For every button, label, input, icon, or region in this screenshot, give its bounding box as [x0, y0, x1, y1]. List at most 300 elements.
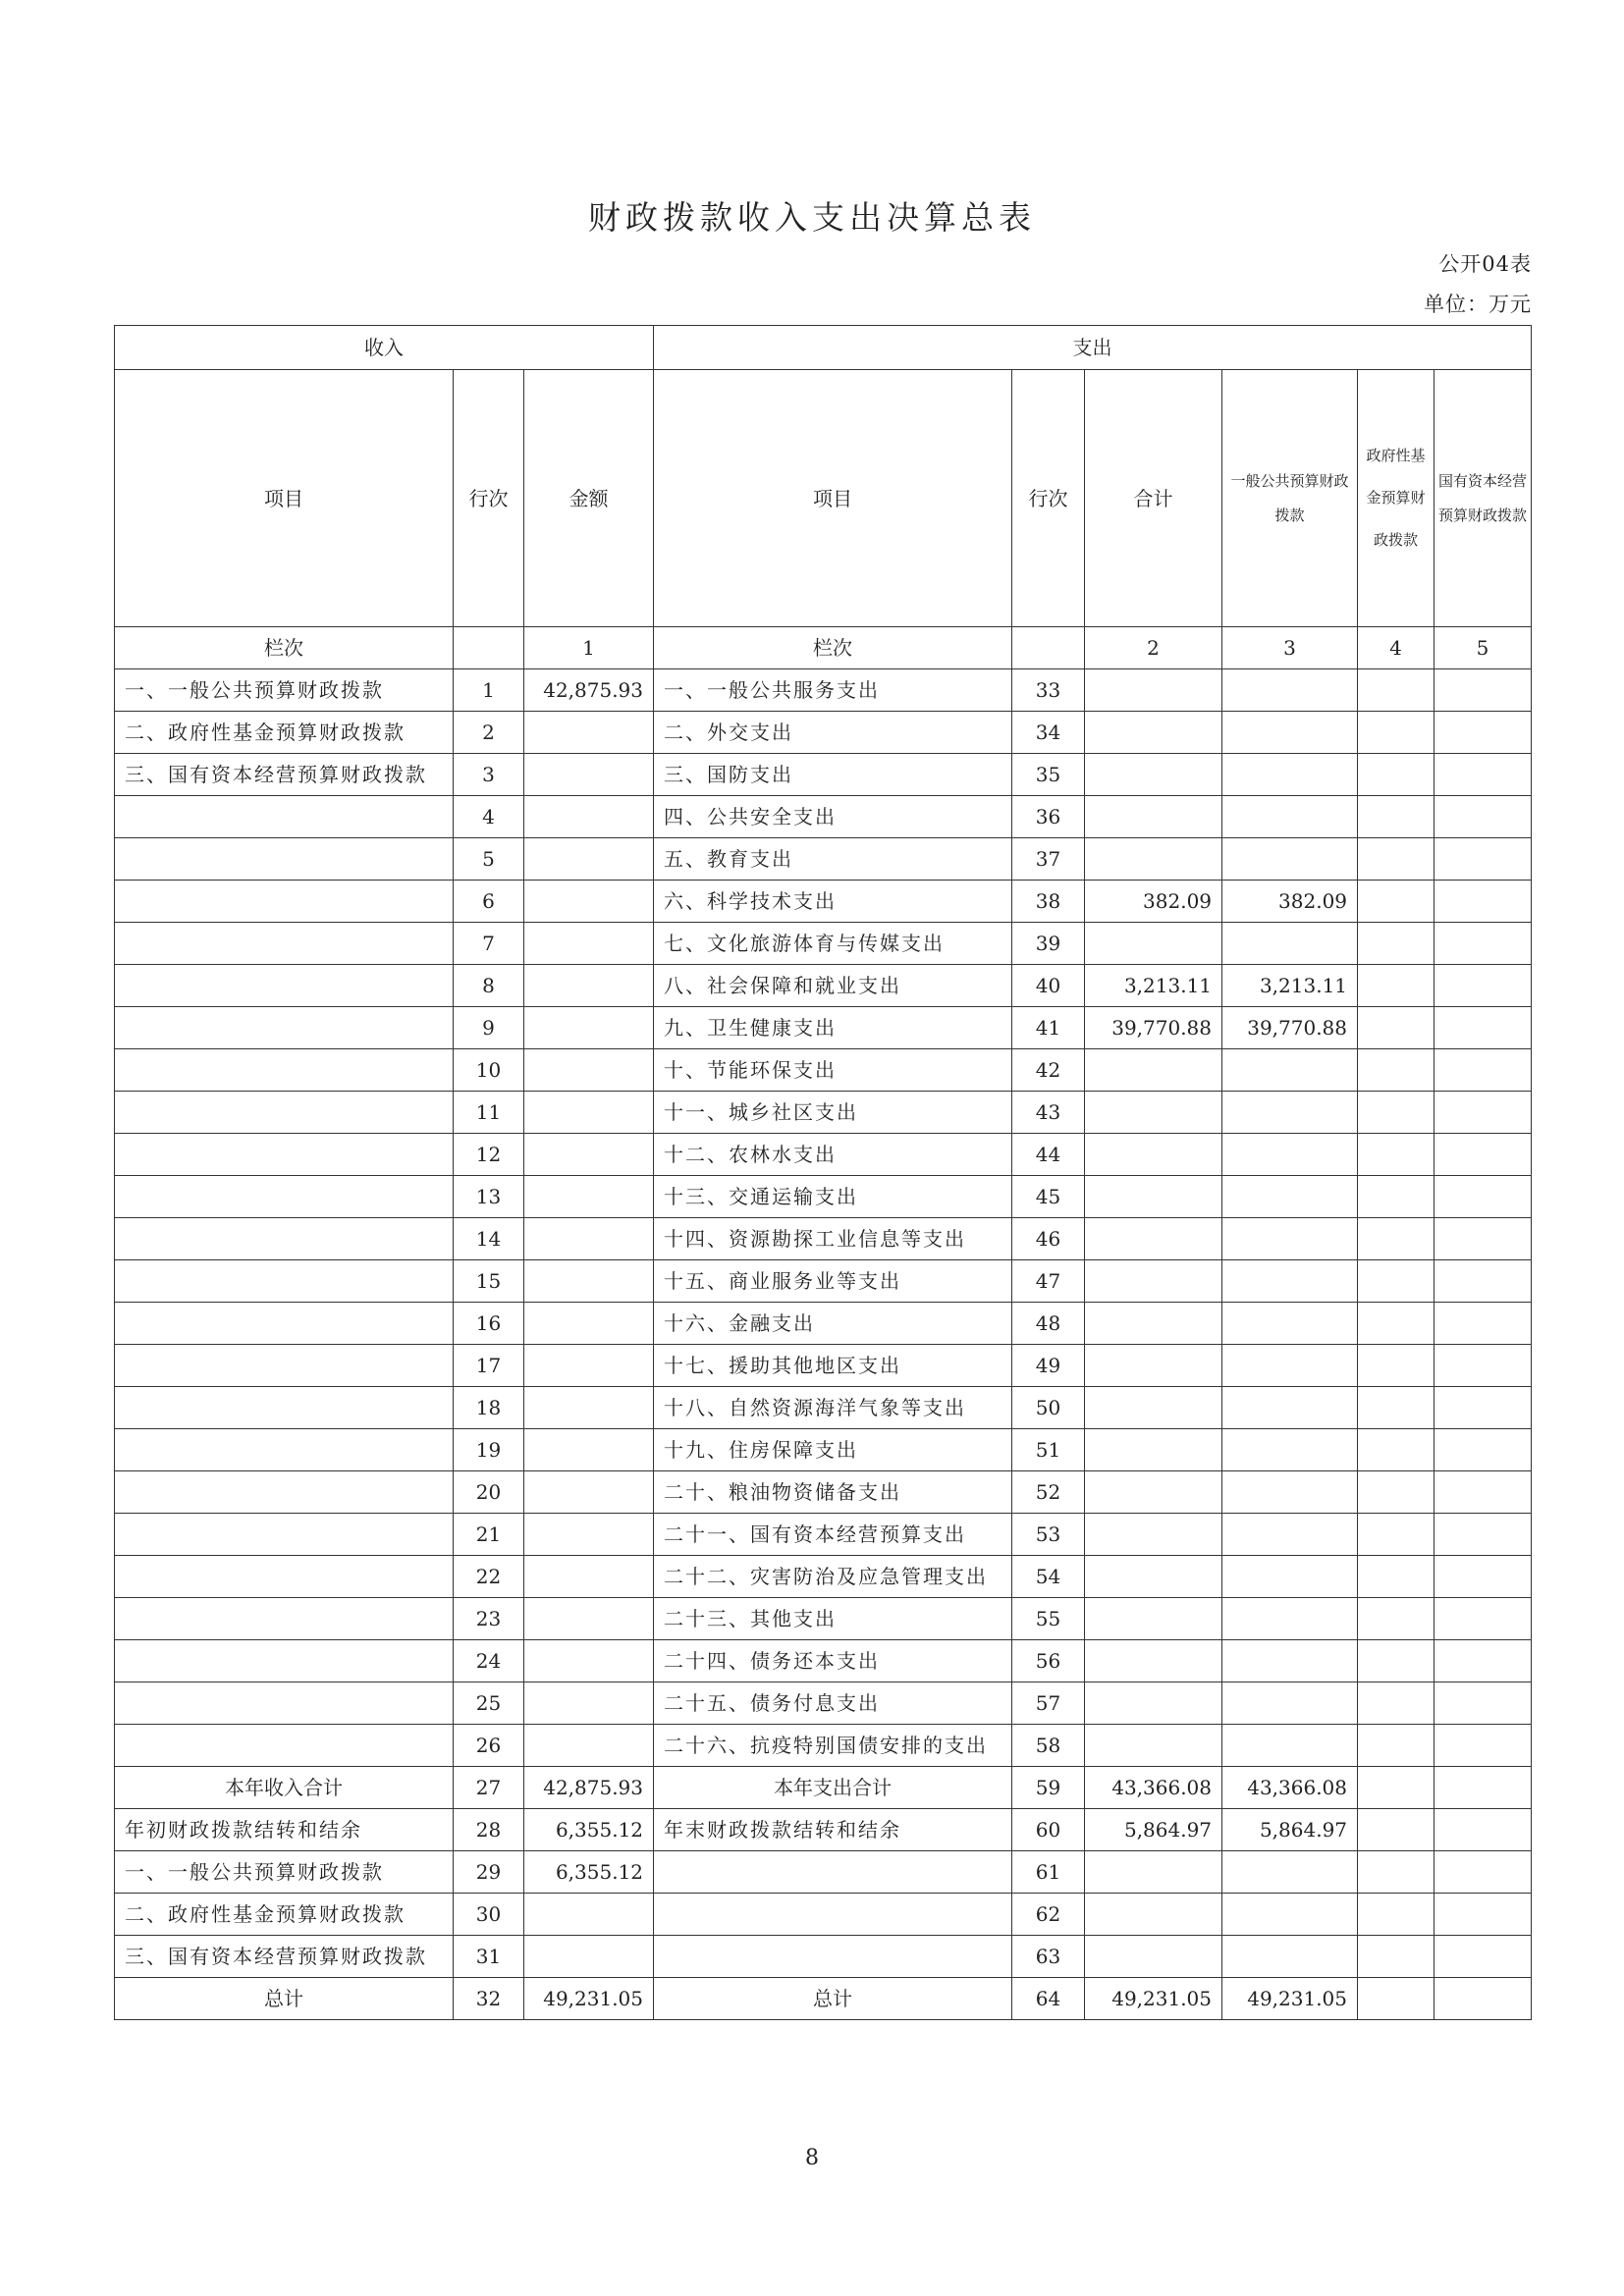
gov-fund-cell [1358, 1767, 1435, 1809]
table-row [115, 1514, 1532, 1556]
gov-fund-cell [1358, 881, 1435, 923]
state-capital-cell [1435, 1092, 1532, 1134]
expense-row-no-cell: 44 [1012, 1134, 1085, 1176]
table-row [115, 1598, 1532, 1640]
expense-item-cell [654, 1936, 1012, 1978]
general-budget-cell [1222, 1514, 1358, 1556]
expense-row-no-cell: 57 [1012, 1682, 1085, 1725]
summary-row [115, 1767, 1532, 1809]
expense-row-no-cell: 55 [1012, 1598, 1085, 1640]
income-row-no-cell: 12 [454, 1134, 524, 1176]
general-budget-cell [1222, 1471, 1358, 1514]
income-item-cell [115, 1260, 454, 1303]
expense-item-cell: 十五、商业服务业等支出 [654, 1260, 1012, 1303]
income-item-cell [115, 796, 454, 838]
state-capital-cell [1435, 1682, 1532, 1725]
expense-item-cell [654, 1851, 1012, 1894]
budget-table [114, 325, 1532, 2020]
income-amount-cell [524, 1514, 654, 1556]
general-budget-cell [1222, 1303, 1358, 1345]
general-budget-cell [1222, 1682, 1358, 1725]
state-capital-header: 国有资本经营预算财政拨款 [1435, 370, 1532, 627]
state-capital-cell [1435, 1429, 1532, 1471]
income-row-no-cell: 32 [454, 1978, 524, 2020]
col-index-label: 栏次 [654, 627, 1012, 669]
column-header-row [115, 370, 1532, 627]
general-budget-cell: 3,213.11 [1222, 965, 1358, 1007]
income-item-cell [115, 1471, 454, 1514]
income-amount-cell [524, 1176, 654, 1218]
income-row-no-cell: 6 [454, 881, 524, 923]
expense-row-no-cell: 54 [1012, 1556, 1085, 1598]
expense-row-no-cell: 45 [1012, 1176, 1085, 1218]
income-row-no-cell: 19 [454, 1429, 524, 1471]
general-budget-cell: 39,770.88 [1222, 1007, 1358, 1049]
expense-row-no-cell: 37 [1012, 838, 1085, 881]
gov-fund-cell [1358, 1218, 1435, 1260]
gov-fund-cell [1358, 1809, 1435, 1851]
expense-row-no-cell: 56 [1012, 1640, 1085, 1682]
gov-fund-cell [1358, 754, 1435, 796]
expense-total-cell [1085, 1387, 1222, 1429]
income-item-cell: 总计 [115, 1978, 454, 2020]
state-capital-cell [1435, 712, 1532, 754]
expense-item-cell: 二十二、灾害防治及应急管理支出 [654, 1556, 1012, 1598]
income-item-cell [115, 1387, 454, 1429]
expense-item-cell: 十三、交通运输支出 [654, 1176, 1012, 1218]
income-amount-cell [524, 1598, 654, 1640]
table-row [115, 1387, 1532, 1429]
expense-total-cell [1085, 712, 1222, 754]
state-capital-cell [1435, 1007, 1532, 1049]
income-row-no-cell: 16 [454, 1303, 524, 1345]
expense-row-no-cell: 39 [1012, 923, 1085, 965]
state-capital-cell [1435, 881, 1532, 923]
general-budget-cell [1222, 923, 1358, 965]
table-row [115, 1007, 1532, 1049]
gov-fund-cell [1358, 1176, 1435, 1218]
expense-header: 支出 [654, 326, 1532, 370]
expense-item-cell: 二十五、债务付息支出 [654, 1682, 1012, 1725]
income-item-cell: 一、一般公共预算财政拨款 [115, 669, 454, 712]
col-index-label: 栏次 [115, 627, 454, 669]
expense-total-cell [1085, 1851, 1222, 1894]
table-row [115, 1640, 1532, 1682]
col-index-3: 3 [1222, 627, 1358, 669]
income-row-no-cell: 31 [454, 1936, 524, 1978]
total-header: 合计 [1085, 370, 1222, 627]
expense-total-cell [1085, 1429, 1222, 1471]
income-row-no-cell: 2 [454, 712, 524, 754]
table-row [115, 965, 1532, 1007]
gov-fund-cell [1358, 669, 1435, 712]
expense-item-header: 项目 [654, 370, 1012, 627]
income-item-cell [115, 1640, 454, 1682]
general-budget-cell [1222, 712, 1358, 754]
income-row-no-cell: 8 [454, 965, 524, 1007]
table-row [115, 712, 1532, 754]
expense-row-no-cell: 41 [1012, 1007, 1085, 1049]
expense-total-cell: 49,231.05 [1085, 1978, 1222, 2020]
col-index-5: 5 [1435, 627, 1532, 669]
expense-row-no-cell: 52 [1012, 1471, 1085, 1514]
state-capital-cell [1435, 754, 1532, 796]
income-row-no-cell: 30 [454, 1894, 524, 1936]
expense-total-cell [1085, 1049, 1222, 1092]
expense-item-cell: 六、科学技术支出 [654, 881, 1012, 923]
state-capital-cell [1435, 1851, 1532, 1894]
income-row-no-cell: 23 [454, 1598, 524, 1640]
col-index-2: 2 [1085, 627, 1222, 669]
general-budget-cell: 43,366.08 [1222, 1767, 1358, 1809]
income-row-no-cell: 28 [454, 1809, 524, 1851]
expense-total-cell [1085, 1260, 1222, 1303]
general-budget-cell [1222, 1218, 1358, 1260]
expense-total-cell [1085, 754, 1222, 796]
expense-row-no-cell: 61 [1012, 1851, 1085, 1894]
expense-item-cell: 总计 [654, 1978, 1012, 2020]
income-amount-cell: 42,875.93 [524, 669, 654, 712]
table-row [115, 1049, 1532, 1092]
expense-row-no-cell: 36 [1012, 796, 1085, 838]
column-index-row [115, 627, 1532, 669]
general-budget-cell [1222, 1345, 1358, 1387]
general-budget-cell [1222, 1260, 1358, 1303]
expense-total-cell: 382.09 [1085, 881, 1222, 923]
income-row-no-cell: 9 [454, 1007, 524, 1049]
table-row [115, 838, 1532, 881]
table-row [115, 1092, 1532, 1134]
general-budget-cell [1222, 1556, 1358, 1598]
general-budget-cell: 5,864.97 [1222, 1809, 1358, 1851]
table-row [115, 1134, 1532, 1176]
state-capital-cell [1435, 1134, 1532, 1176]
table-row [115, 1556, 1532, 1598]
state-capital-cell [1435, 965, 1532, 1007]
income-row-no-cell: 27 [454, 1767, 524, 1809]
general-budget-cell: 382.09 [1222, 881, 1358, 923]
expense-item-cell: 九、卫生健康支出 [654, 1007, 1012, 1049]
expense-total-cell [1085, 1471, 1222, 1514]
income-item-cell [115, 965, 454, 1007]
income-row-no-cell: 13 [454, 1176, 524, 1218]
expense-total-cell [1085, 796, 1222, 838]
income-item-cell [115, 1049, 454, 1092]
expense-row-no-cell: 33 [1012, 669, 1085, 712]
expense-total-cell [1085, 1936, 1222, 1978]
general-budget-cell [1222, 1429, 1358, 1471]
expense-item-cell: 二十四、债务还本支出 [654, 1640, 1012, 1682]
gov-fund-cell [1358, 1556, 1435, 1598]
expense-row-no-cell: 62 [1012, 1894, 1085, 1936]
income-item-cell [115, 1218, 454, 1260]
expense-total-cell [1085, 1345, 1222, 1387]
section-header-row [115, 326, 1532, 370]
expense-total-cell: 39,770.88 [1085, 1007, 1222, 1049]
state-capital-cell [1435, 1218, 1532, 1260]
gov-fund-cell [1358, 923, 1435, 965]
table-row [115, 796, 1532, 838]
state-capital-cell [1435, 1936, 1532, 1978]
gov-fund-cell [1358, 1851, 1435, 1894]
general-budget-cell [1222, 1640, 1358, 1682]
gov-fund-cell [1358, 1936, 1435, 1978]
expense-row-no-cell: 59 [1012, 1767, 1085, 1809]
expense-total-cell [1085, 1092, 1222, 1134]
general-budget-cell [1222, 796, 1358, 838]
expense-row-no-cell: 48 [1012, 1303, 1085, 1345]
income-header: 收入 [115, 326, 654, 370]
expense-row-no-cell: 63 [1012, 1936, 1085, 1978]
expense-total-cell [1085, 1894, 1222, 1936]
state-capital-cell [1435, 1514, 1532, 1556]
expense-total-cell [1085, 1556, 1222, 1598]
gov-fund-cell [1358, 1725, 1435, 1767]
table-row [115, 881, 1532, 923]
expense-row-no-cell: 34 [1012, 712, 1085, 754]
income-item-cell: 年初财政拨款结转和结余 [115, 1809, 454, 1851]
gov-fund-cell [1358, 1640, 1435, 1682]
general-budget-cell [1222, 1936, 1358, 1978]
income-amount-cell: 6,355.12 [524, 1809, 654, 1851]
general-budget-cell [1222, 669, 1358, 712]
income-item-cell: 二、政府性基金预算财政拨款 [115, 1894, 454, 1936]
income-row-no-cell: 3 [454, 754, 524, 796]
general-budget-cell: 49,231.05 [1222, 1978, 1358, 2020]
state-capital-cell [1435, 1260, 1532, 1303]
unit-label: 单位：万元 [1424, 293, 1532, 316]
income-item-cell: 一、一般公共预算财政拨款 [115, 1851, 454, 1894]
income-amount-cell [524, 1092, 654, 1134]
expense-row-no-cell: 51 [1012, 1429, 1085, 1471]
income-amount-cell [524, 1682, 654, 1725]
table-row [115, 1429, 1532, 1471]
income-item-cell [115, 1556, 454, 1598]
income-amount-cell: 6,355.12 [524, 1851, 654, 1894]
gov-fund-cell [1358, 1471, 1435, 1514]
income-item-cell [115, 1345, 454, 1387]
expense-row-no-cell: 50 [1012, 1387, 1085, 1429]
expense-row-no-cell: 35 [1012, 754, 1085, 796]
gov-fund-cell [1358, 1682, 1435, 1725]
expense-item-cell: 十二、农林水支出 [654, 1134, 1012, 1176]
income-amount-cell [524, 1218, 654, 1260]
income-item-cell [115, 1176, 454, 1218]
state-capital-cell [1435, 669, 1532, 712]
expense-total-cell: 43,366.08 [1085, 1767, 1222, 1809]
income-row-no-cell: 21 [454, 1514, 524, 1556]
expense-item-cell: 二十、粮油物资储备支出 [654, 1471, 1012, 1514]
expense-total-cell [1085, 838, 1222, 881]
table-row [115, 1260, 1532, 1303]
expense-item-cell: 二十一、国有资本经营预算支出 [654, 1514, 1012, 1556]
gov-fund-cell [1358, 1092, 1435, 1134]
general-budget-cell [1222, 1387, 1358, 1429]
gov-fund-cell [1358, 1514, 1435, 1556]
summary-row [115, 1894, 1532, 1936]
expense-total-cell [1085, 1218, 1222, 1260]
col-index-empty [454, 627, 524, 669]
gov-fund-cell [1358, 1303, 1435, 1345]
gov-fund-cell [1358, 1049, 1435, 1092]
expense-total-cell [1085, 1176, 1222, 1218]
general-budget-cell [1222, 1134, 1358, 1176]
expense-item-cell: 十六、金融支出 [654, 1303, 1012, 1345]
expense-row-no-cell: 40 [1012, 965, 1085, 1007]
general-budget-cell [1222, 1725, 1358, 1767]
expense-item-cell [654, 1894, 1012, 1936]
income-row-no-cell: 5 [454, 838, 524, 881]
expense-total-cell [1085, 1514, 1222, 1556]
income-row-no-cell: 24 [454, 1640, 524, 1682]
income-row-no-cell: 14 [454, 1218, 524, 1260]
income-row-no-cell: 4 [454, 796, 524, 838]
col-index-4: 4 [1358, 627, 1435, 669]
income-amount-cell [524, 1387, 654, 1429]
general-budget-cell [1222, 1176, 1358, 1218]
income-item-cell [115, 838, 454, 881]
summary-row [115, 1851, 1532, 1894]
income-amount-cell [524, 838, 654, 881]
income-item-cell [115, 881, 454, 923]
income-item-cell: 三、国有资本经营预算财政拨款 [115, 1936, 454, 1978]
col-index-1: 1 [524, 627, 654, 669]
expense-row-no-cell: 53 [1012, 1514, 1085, 1556]
form-number: 公开04表 [1438, 252, 1532, 276]
expense-item-cell: 五、教育支出 [654, 838, 1012, 881]
expense-total-cell: 5,864.97 [1085, 1809, 1222, 1851]
table-row [115, 1218, 1532, 1260]
expense-item-cell: 二十六、抗疫特别国债安排的支出 [654, 1725, 1012, 1767]
state-capital-cell [1435, 1809, 1532, 1851]
amount-header: 金额 [524, 370, 654, 627]
expense-item-cell: 二十三、其他支出 [654, 1598, 1012, 1640]
general-budget-cell [1222, 838, 1358, 881]
col-index-empty [1012, 627, 1085, 669]
general-budget-cell [1222, 1851, 1358, 1894]
summary-row [115, 1809, 1532, 1851]
expense-item-cell: 十八、自然资源海洋气象等支出 [654, 1387, 1012, 1429]
income-amount-cell [524, 1007, 654, 1049]
expense-item-cell: 本年支出合计 [654, 1767, 1012, 1809]
expense-item-cell: 十、节能环保支出 [654, 1049, 1012, 1092]
income-amount-cell [524, 1936, 654, 1978]
income-item-cell [115, 923, 454, 965]
income-item-cell: 本年收入合计 [115, 1767, 454, 1809]
gov-fund-cell [1358, 1387, 1435, 1429]
gov-fund-cell [1358, 838, 1435, 881]
income-amount-cell [524, 1345, 654, 1387]
expense-total-cell: 3,213.11 [1085, 965, 1222, 1007]
state-capital-cell [1435, 796, 1532, 838]
income-item-cell [115, 1429, 454, 1471]
income-item-cell [115, 1725, 454, 1767]
expense-item-cell: 十九、住房保障支出 [654, 1429, 1012, 1471]
page-title: 财政拨款收入支出决算总表 [588, 198, 1036, 237]
income-amount-cell [524, 1260, 654, 1303]
income-amount-cell [524, 712, 654, 754]
expense-row-no-cell: 49 [1012, 1345, 1085, 1387]
expense-total-cell [1085, 1640, 1222, 1682]
summary-row [115, 1936, 1532, 1978]
income-amount-cell: 42,875.93 [524, 1767, 654, 1809]
table-row [115, 1725, 1532, 1767]
general-budget-cell [1222, 1049, 1358, 1092]
income-row-no-header: 行次 [454, 370, 524, 627]
income-amount-cell [524, 1725, 654, 1767]
state-capital-cell [1435, 1303, 1532, 1345]
income-amount-cell [524, 1640, 654, 1682]
state-capital-cell [1435, 1387, 1532, 1429]
table-row [115, 669, 1532, 712]
expense-row-no-cell: 43 [1012, 1092, 1085, 1134]
state-capital-cell [1435, 1640, 1532, 1682]
expense-item-cell: 十七、援助其他地区支出 [654, 1345, 1012, 1387]
expense-row-no-cell: 38 [1012, 881, 1085, 923]
state-capital-cell [1435, 1767, 1532, 1809]
table-row [115, 1471, 1532, 1514]
income-row-no-cell: 7 [454, 923, 524, 965]
expense-item-cell: 十四、资源勘探工业信息等支出 [654, 1218, 1012, 1260]
income-row-no-cell: 29 [454, 1851, 524, 1894]
income-item-cell [115, 1303, 454, 1345]
income-amount-cell [524, 965, 654, 1007]
gov-fund-cell [1358, 1978, 1435, 2020]
income-item-header: 项目 [115, 370, 454, 627]
expense-item-cell: 二、外交支出 [654, 712, 1012, 754]
income-item-cell [115, 1134, 454, 1176]
general-budget-cell [1222, 1894, 1358, 1936]
gov-fund-header: 政府性基金预算财政拨款 [1358, 370, 1435, 627]
expense-item-cell: 十一、城乡社区支出 [654, 1092, 1012, 1134]
income-row-no-cell: 17 [454, 1345, 524, 1387]
income-amount-cell [524, 1049, 654, 1092]
general-budget-cell [1222, 1598, 1358, 1640]
expense-total-cell [1085, 1725, 1222, 1767]
state-capital-cell [1435, 1345, 1532, 1387]
income-amount-cell [524, 1556, 654, 1598]
table-row [115, 1303, 1532, 1345]
expense-row-no-cell: 46 [1012, 1218, 1085, 1260]
income-row-no-cell: 25 [454, 1682, 524, 1725]
summary-row [115, 1978, 1532, 2020]
gov-fund-cell [1358, 1894, 1435, 1936]
gov-fund-cell [1358, 1260, 1435, 1303]
income-amount-cell [524, 1134, 654, 1176]
income-item-cell: 二、政府性基金预算财政拨款 [115, 712, 454, 754]
state-capital-cell [1435, 1894, 1532, 1936]
state-capital-cell [1435, 838, 1532, 881]
expense-item-cell: 年末财政拨款结转和结余 [654, 1809, 1012, 1851]
income-amount-cell: 49,231.05 [524, 1978, 654, 2020]
income-amount-cell [524, 1894, 654, 1936]
income-row-no-cell: 1 [454, 669, 524, 712]
expense-item-cell: 一、一般公共服务支出 [654, 669, 1012, 712]
income-item-cell [115, 1092, 454, 1134]
gov-fund-cell [1358, 1134, 1435, 1176]
table-row [115, 1345, 1532, 1387]
state-capital-cell [1435, 1978, 1532, 2020]
income-row-no-cell: 11 [454, 1092, 524, 1134]
state-capital-cell [1435, 1471, 1532, 1514]
state-capital-cell [1435, 1598, 1532, 1640]
income-row-no-cell: 26 [454, 1725, 524, 1767]
expense-row-no-cell: 42 [1012, 1049, 1085, 1092]
gov-fund-cell [1358, 1345, 1435, 1387]
expense-total-cell [1085, 1303, 1222, 1345]
state-capital-cell [1435, 1556, 1532, 1598]
expense-row-no-cell: 58 [1012, 1725, 1085, 1767]
